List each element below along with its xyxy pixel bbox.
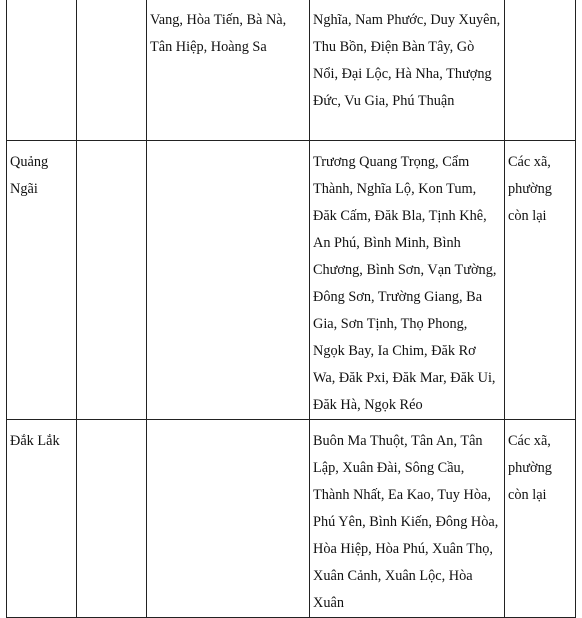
units-cell: [147, 420, 310, 618]
empty-cell: [77, 420, 147, 618]
units-cell: [147, 141, 310, 420]
table-row: [7, 420, 576, 618]
empty-cell: [77, 0, 147, 141]
province-cell: Quảng Ngãi: [7, 141, 77, 420]
province-cell: Đắk Lắk: [7, 420, 77, 618]
table-row: [7, 141, 576, 420]
remaining-cell: Các xã, phường còn lại: [505, 141, 576, 420]
province-commune-table: [6, 0, 576, 618]
communes-cell: Buôn Ma Thuột, Tân An, Tân Lập, Xuân Đài, Sông Cầu, Thành Nhất, Ea Kao, Tuy Hòa, Phú Yên, Bình Kiến, Đông Hòa, Hòa Hiệp, Hòa Phú, Xuân Thọ, Xuân Cảnh, Xuân Lộc, Hòa Xuân: [310, 420, 505, 618]
empty-cell: [77, 141, 147, 420]
table-row: [7, 0, 576, 141]
province-cell: [7, 0, 77, 141]
communes-cell: Nghĩa, Nam Phước, Duy Xuyên, Thu Bồn, Điện Bàn Tây, Gò Nổi, Đại Lộc, Hà Nha, Thượng Đức, Vu Gia, Phú Thuận: [310, 0, 505, 141]
remaining-cell: Các xã, phường còn lại: [505, 420, 576, 618]
communes-cell: Trương Quang Trọng, Cẩm Thành, Nghĩa Lộ, Kon Tum, Đăk Cấm, Đăk Bla, Tịnh Khê, An Phú, Bình Minh, Bình Chương, Bình Sơn, Vạn Tường, Đông Sơn, Trường Giang, Ba Gia, Sơn Tịnh, Thọ Phong, Ngọk Bay, Ia Chim, Đăk Rơ Wa, Đăk Pxi, Đăk Mar, Đăk Ui, Đăk Hà, Ngọk Réo: [310, 141, 505, 420]
units-cell: Vang, Hòa Tiến, Bà Nà, Tân Hiệp, Hoàng Sa: [147, 0, 310, 141]
remaining-cell: [505, 0, 576, 141]
